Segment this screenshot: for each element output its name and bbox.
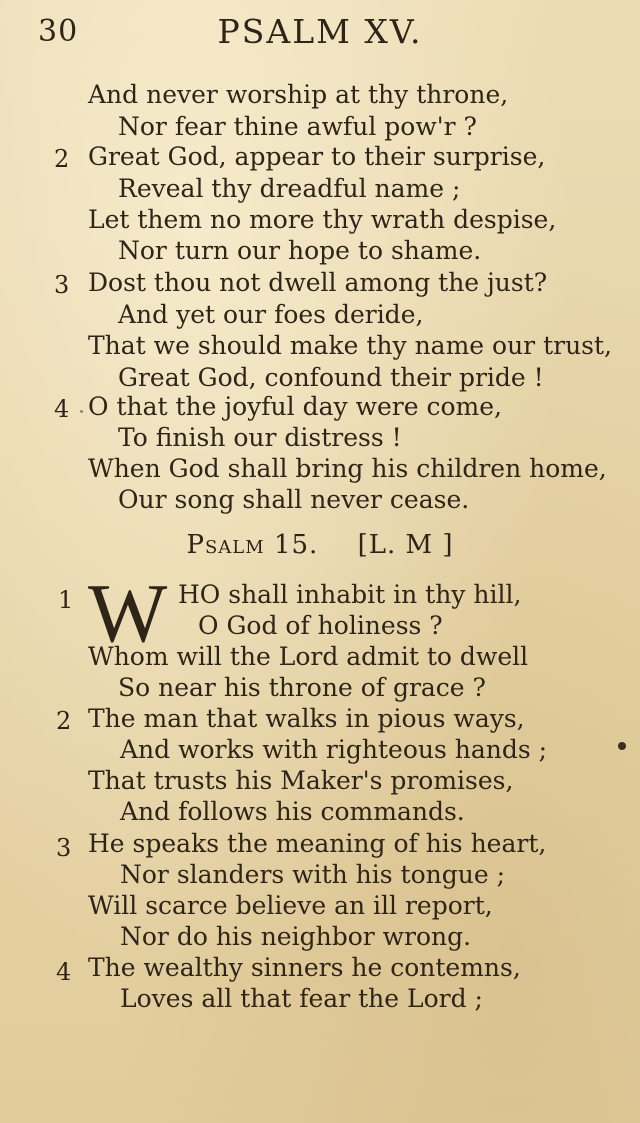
verse-line: Nor fear thine awful pow'r ? <box>118 112 477 141</box>
verse-line: O God of holiness ? <box>198 611 443 640</box>
verse-number: 2 <box>54 145 70 173</box>
ink-speck <box>80 410 83 413</box>
verse-line: Great God, appear to their surprise, <box>88 142 546 171</box>
verse-line: O that the joyful day were come, <box>88 392 502 421</box>
verse-line: When God shall bring his children home, <box>88 454 607 483</box>
verse-line: Loves all that fear the Lord ; <box>120 984 483 1013</box>
verse-line: And yet our foes deride, <box>118 300 424 329</box>
verse-number: 1 <box>58 586 74 614</box>
drop-cap: W <box>88 567 168 660</box>
verse-line: That trusts his Maker's promises, <box>88 766 514 795</box>
verse-line: He speaks the meaning of his heart, <box>88 829 547 858</box>
verse-line: So near his throne of grace ? <box>118 673 486 702</box>
psalm-heading <box>0 530 640 560</box>
verse-line: And follows his commands. <box>120 797 465 826</box>
page-number: 30 <box>38 14 79 49</box>
verse-line: And works with righteous hands ; <box>120 735 548 764</box>
verse-line: Dost thou not dwell among the just? <box>88 268 548 297</box>
verse-number: 3 <box>56 834 72 862</box>
ink-speck <box>618 742 626 750</box>
running-head: PSALM XV. <box>217 12 423 51</box>
verse-line: Our song shall never cease. <box>118 485 470 514</box>
verse-line: Will scarce believe an ill report, <box>88 891 493 920</box>
verse-line: Nor turn our hope to shame. <box>118 236 482 265</box>
verse-line: Nor slanders with his tongue ; <box>120 860 506 889</box>
verse-line: The wealthy sinners he contemns, <box>88 953 521 982</box>
verse-line: Reveal thy dreadful name ; <box>118 174 461 203</box>
verse-line: Whom will the Lord admit to dwell <box>88 642 529 671</box>
verse-line: HO shall inhabit in thy hill, <box>178 580 522 609</box>
verse-line: That we should make thy name our trust, <box>88 331 612 360</box>
verse-line: Great God, confound their pride ! <box>118 363 544 392</box>
psalm-title: Psalm 15. <box>186 530 319 560</box>
verse-line: To finish our distress ! <box>118 423 402 452</box>
verse-number: 4 <box>54 395 70 423</box>
verse-number: 3 <box>54 271 70 299</box>
verse-number: 2 <box>56 707 72 735</box>
verse-line: Nor do his neighbor wrong. <box>120 922 472 951</box>
verse-line: And never worship at thy throne, <box>88 80 509 109</box>
psalm-meter: [L. M ] <box>357 530 454 560</box>
verse-line: The man that walks in pious ways, <box>88 704 525 733</box>
verse-number: 4 <box>56 958 72 986</box>
verse-line: Let them no more thy wrath despise, <box>88 205 557 234</box>
